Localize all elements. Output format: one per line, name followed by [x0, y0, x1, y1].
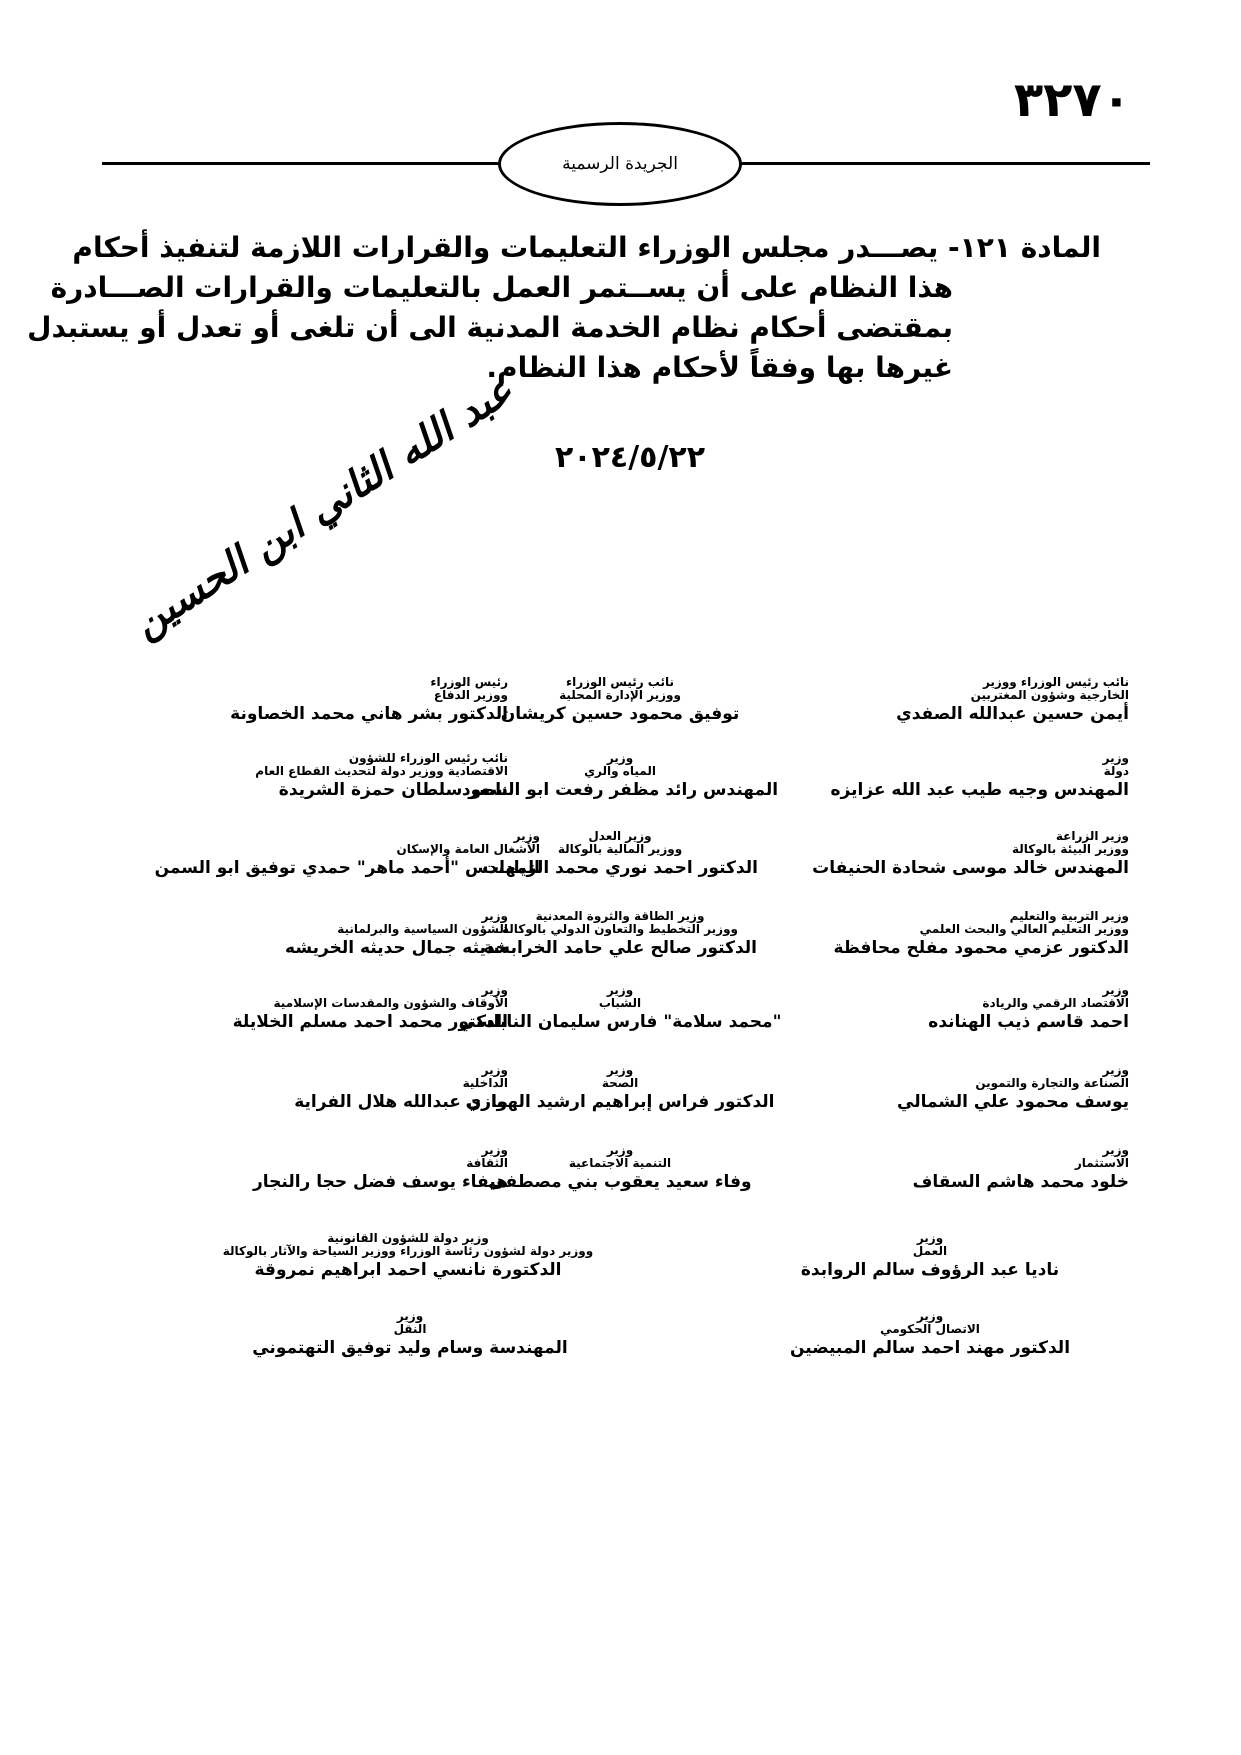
signatory-block [760, 1310, 1100, 1359]
signatory-block [749, 984, 1129, 1033]
signatory-title: وزير [1102, 983, 1129, 997]
signatory-name: الدكتور مهند احمد سالم المبيضين [789, 1338, 1071, 1358]
signatory-title: وزير [481, 1063, 508, 1077]
signatory-name: "محمد سلامة" فارس سليمان النابلسي [458, 1012, 782, 1032]
signatory-name: الدكتور محمد احمد مسلم الخلايلة [232, 1012, 508, 1032]
signatory-title: وزير [481, 909, 508, 923]
signatory-name: الدكتور بشر هاني محمد الخصاونة [230, 704, 508, 724]
signatory-title: وزير [1102, 751, 1129, 765]
signatory-title: الأشغال العامة والإسكان [396, 842, 540, 856]
signatory-name: الدكتور عزمي محمود مفلح محافظة [833, 938, 1129, 958]
signatory-block [780, 1232, 1080, 1281]
signatory-title: الشؤون السياسية والبرلمانية [337, 922, 508, 936]
signatory-title: وزير [481, 983, 508, 997]
signatory-title: رئيس الوزراء [430, 675, 508, 689]
signatory-title: وزير [481, 1143, 508, 1157]
signatory-name: المهندسة وسام وليد توفيق التهتموني [252, 1338, 568, 1358]
signatory-title: وزير [606, 751, 634, 765]
signatory-name: الدكتور احمد نوري محمد الزيادات [482, 858, 758, 878]
signatory-title: ووزير التعليم العالي والبحث العلمي [919, 922, 1129, 936]
signatory-title: وزير [513, 829, 540, 843]
header-rule-right [740, 162, 1150, 165]
signatory-name: الدكتور فراس إبراهيم ارشيد الهواري [465, 1092, 775, 1112]
signatory-name: المهندس وجيه طيب عبد الله عزايزه [830, 780, 1129, 800]
signatory-name: احمد قاسم ذيب الهنانده [928, 1012, 1129, 1032]
signatory-block [749, 676, 1129, 725]
signatory-block [220, 1310, 600, 1359]
signatory-title: ووزير الدفاع [433, 688, 508, 702]
gazette-title: الجريدة الرسمية [562, 154, 678, 174]
signatory-title: وزير [396, 1309, 424, 1323]
signatory-title: الثقافة [466, 1156, 508, 1170]
signatory-name: يوسف محمود علي الشمالي [897, 1092, 1129, 1112]
article-line: هذا النظام على أن يســتمر العمل بالتعليمات والقرارات الصـــادرة [50, 271, 953, 304]
signatory-block [168, 1232, 648, 1281]
signatory-title: نائب رئيس الوزراء للشؤون [348, 751, 508, 765]
signatory-title: وزير [1102, 1143, 1129, 1157]
signatory-name: خلود محمد هاشم السقاف [912, 1172, 1129, 1192]
signatory-title: وزير [916, 1231, 944, 1245]
signatory-title: ووزير التخطيط والتعاون الدولي بالوكالة [501, 922, 739, 936]
signatory-name: الدكتورة نانسي احمد ابراهيم نمروقة [254, 1260, 562, 1280]
signatory-name: المهندس رائد مظفر رفعت ابو السعود [461, 780, 779, 800]
header-rule-left [102, 162, 502, 165]
gazette-title-oval [498, 122, 742, 206]
signatory-title: وزير العدل [588, 829, 652, 843]
signatory-title: الاقتصاد الرقمي والريادة [982, 996, 1129, 1010]
signatory-title: وزير دولة للشؤون القانونية [327, 1231, 489, 1245]
signatory-title: الاقتصادية ووزير دولة لتحديث القطاع العام [255, 764, 508, 778]
signatory-block [749, 1064, 1129, 1113]
signatory-title: ووزير الإدارة المحلية [559, 688, 681, 702]
page-number: ٣٢٧٠ [1013, 72, 1131, 128]
signatory-title: ووزير دولة لشؤون رئاسة الوزراء ووزير السياحة والآثار بالوكالة [222, 1244, 594, 1258]
signatory-block [749, 752, 1129, 801]
issue-date: ٢٠٢٤/٥/٢٢ [554, 440, 706, 475]
signatory-title: الشباب [598, 996, 642, 1010]
signatory-title: وزير [916, 1309, 944, 1323]
signatory-title: نائب رئيس الوزراء [565, 675, 675, 689]
signatory-title: نائب رئيس الوزراء ووزير [982, 675, 1129, 689]
signatory-title: ووزير المالية بالوكالة [557, 842, 683, 856]
article-line: بمقتضى أحكام نظام الخدمة المدنية الى أن تلغى أو تعدل أو يستبدل [27, 311, 953, 344]
signatory-name: توفيق محمود حسين كريشان [500, 704, 740, 724]
signatory-title: وزير [606, 1143, 634, 1157]
signatory-name: هيفاء يوسف فضل حجا رالنجار [252, 1172, 508, 1192]
signatory-name: المهندس خالد موسى شحادة الحنيفات [812, 858, 1129, 878]
signatory-title: وزير [606, 983, 634, 997]
signatory-name: المهندس "أحمد ماهر" حمدي توفيق ابو السمن [154, 858, 540, 878]
signatory-name: الدكتور صالح علي حامد الخرابشة [482, 938, 757, 958]
signatory-title: وزير [1102, 1063, 1129, 1077]
signatory-title: الصحة [601, 1076, 639, 1090]
article-line: غيرها بها وفقاً لأحكام هذا النظام. [486, 351, 953, 384]
signatory-title: وزير الطاقة والثروة المعدنية [535, 909, 705, 923]
signatory-block [749, 830, 1129, 879]
signatory-title: الاتصال الحكومي [880, 1322, 980, 1336]
signatory-name: ناصر سلطان حمزة الشريدة [278, 780, 508, 800]
signatory-title: وزير [606, 1063, 634, 1077]
signatory-name: ناديا عبد الرؤوف سالم الروابدة [800, 1260, 1060, 1280]
signatory-title: الأوقاف والشؤون والمقدسات الإسلامية [273, 996, 508, 1010]
signatory-title: الخارجية وشؤون المغتربين [970, 688, 1129, 702]
signatory-title: وزير الزراعة [1055, 829, 1129, 843]
signatory-title: الداخلية [462, 1076, 508, 1090]
signatory-block [749, 910, 1129, 959]
signatory-block [749, 1144, 1129, 1193]
article-121 [27, 228, 1101, 388]
signatory-title: الصناعة والتجارة والتموين [975, 1076, 1129, 1090]
signatory-title: النقل [393, 1322, 427, 1336]
signatory-title: وزير التربية والتعليم [1009, 909, 1129, 923]
signatory-name: أيمن حسين عبدالله الصفدي [896, 704, 1129, 724]
signatory-name: حديثه جمال حديثه الخريشه [285, 938, 508, 958]
article-line: المادة ١٢١- يصـــدر مجلس الوزراء التعليمات والقرارات اللازمة لتنفيذ أحكام [72, 231, 1101, 264]
signatory-title: دولة [1103, 764, 1129, 778]
signatory-title: الاستثمار [1074, 1156, 1129, 1170]
signatory-title: المياه والري [584, 764, 656, 778]
signatory-title: ووزير البيئة بالوكالة [1011, 842, 1129, 856]
signatory-name: مازن عبدالله هلال الفراية [294, 1092, 508, 1112]
signatory-title: العمل [912, 1244, 948, 1258]
royal-signature: عبد الله الثاني ابن الحسين [124, 366, 522, 647]
signatory-title: التنمية الاجتماعية [568, 1156, 672, 1170]
signatory-name: وفاء سعيد يعقوب بني مصطفى [488, 1172, 752, 1192]
